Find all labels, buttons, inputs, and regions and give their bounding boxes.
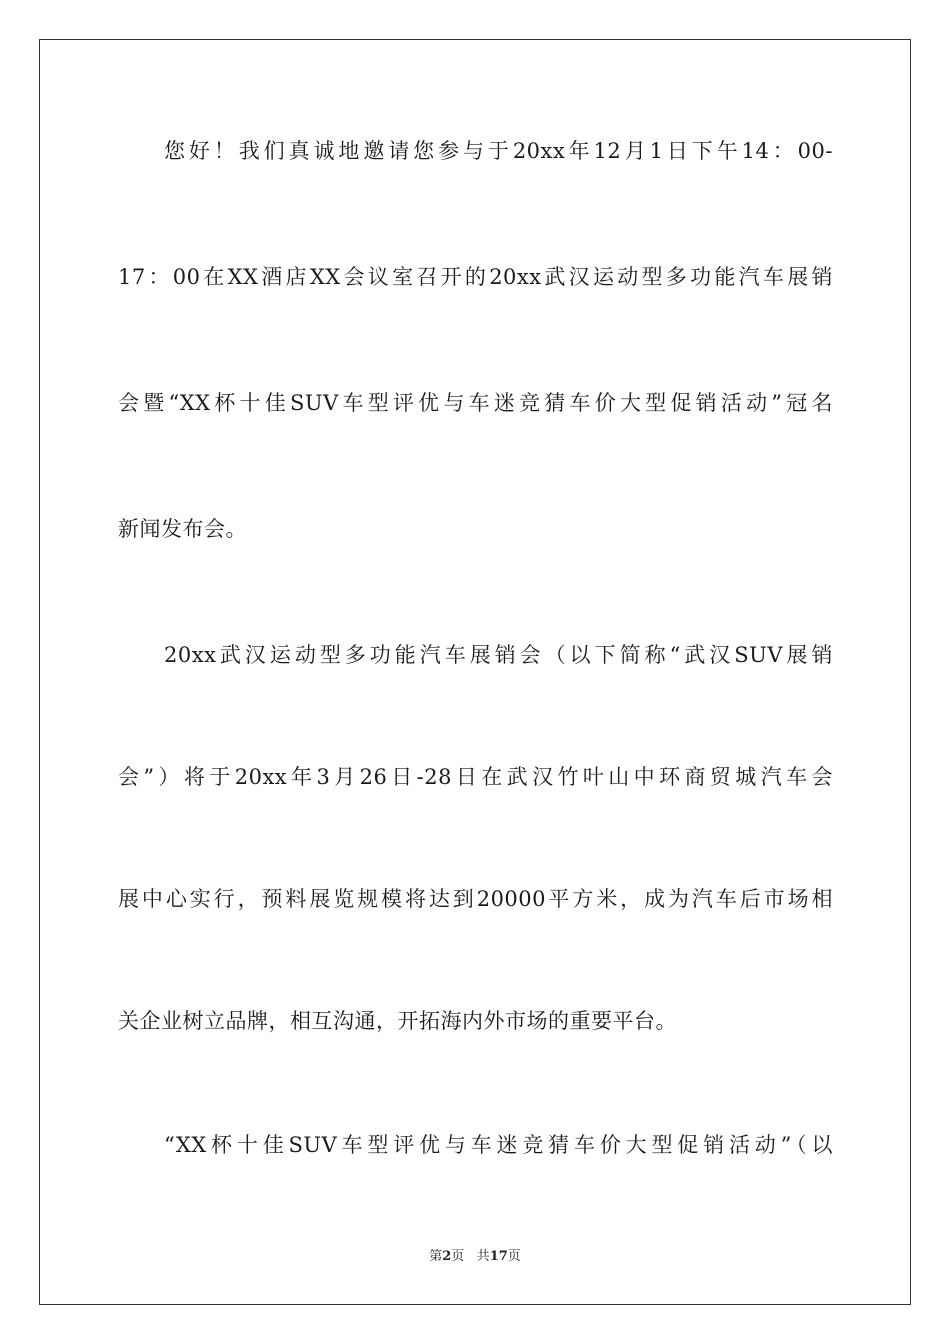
paragraph-2-line-2: 会”）将于20xx年3月26日-28日在武汉竹叶山中环商贸城汽车会 bbox=[118, 765, 833, 789]
footer-prefix: 第 bbox=[429, 1249, 443, 1264]
paragraph-1-line-1: 您好！我们真诚地邀请您参与于20xx年12月1日下午14：00- bbox=[164, 139, 833, 163]
footer-total-prefix: 共 bbox=[476, 1249, 490, 1264]
footer-page-unit: 页 bbox=[451, 1249, 465, 1264]
paragraph-3-line-1: “XX杯十佳SUV车型评优与车迷竞猜车价大型促销活动”（以 bbox=[164, 1133, 833, 1157]
paragraph-2-line-1: 20xx武汉运动型多功能汽车展销会（以下简称“武汉SUV展销 bbox=[164, 643, 833, 667]
paragraph-1-line-3: 会暨“XX杯十佳SUV车型评优与车迷竞猜车价大型促销活动”冠名 bbox=[118, 391, 833, 415]
paragraph-2-line-3: 展中心实行，预料展览规模将达到20000平方米，成为汽车后市场相 bbox=[118, 887, 833, 911]
total-page-count: 17 bbox=[489, 1249, 508, 1264]
paragraph-1-line-2: 17：00在XX酒店XX会议室召开的20xx武汉运动型多功能汽车展销 bbox=[118, 265, 833, 289]
footer-total-unit: 页 bbox=[507, 1249, 521, 1264]
paragraph-1-line-4: 新闻发布会。 bbox=[118, 517, 247, 541]
current-page-number: 2 bbox=[442, 1249, 452, 1264]
page-footer bbox=[0, 1248, 950, 1266]
paragraph-2-line-4: 关企业树立品牌，相互沟通，开拓海内外市场的重要平台。 bbox=[118, 1009, 677, 1033]
page-border bbox=[39, 39, 911, 1305]
